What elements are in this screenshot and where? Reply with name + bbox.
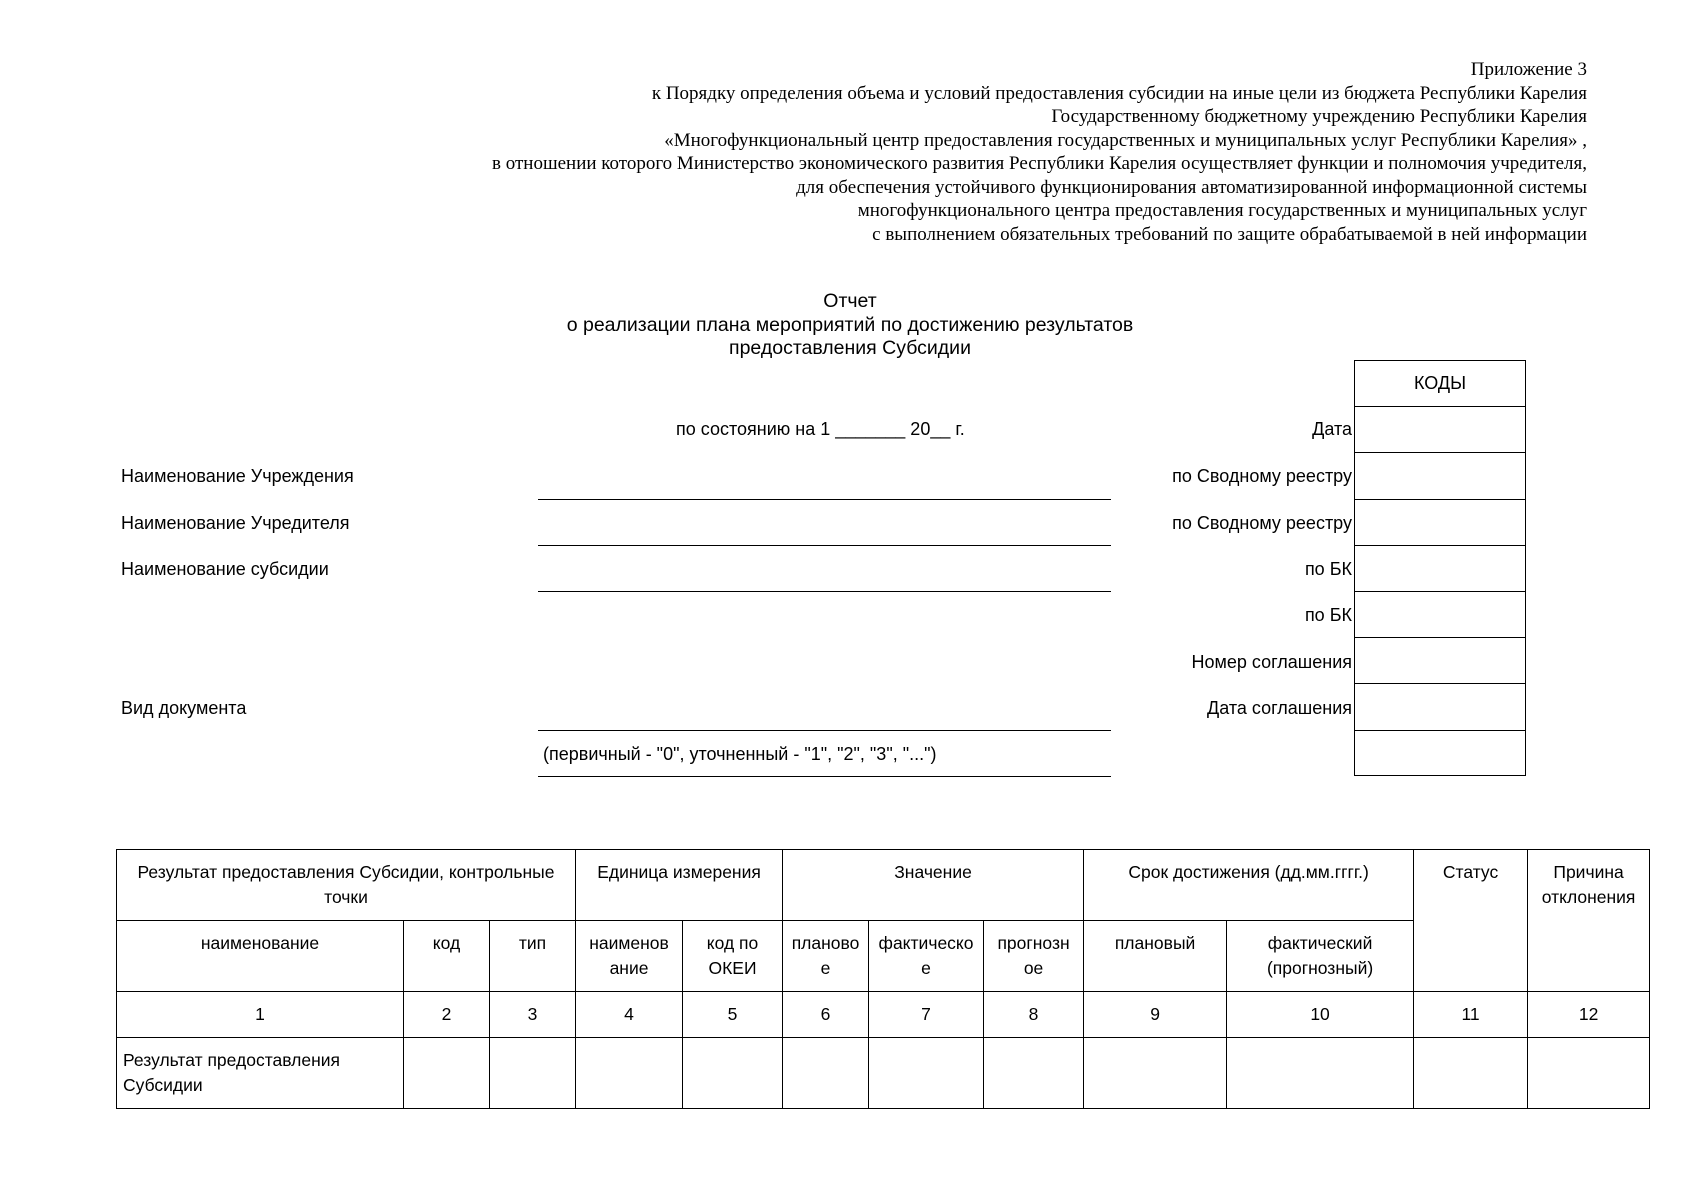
codes-header: КОДЫ <box>1355 361 1525 407</box>
subheader-name: наименование <box>117 921 404 992</box>
founder-label: Наименование Учредителя <box>121 513 350 533</box>
appendix-line: с выполнением обязательных требований по защите обрабатываемой в ней информации <box>872 223 1587 245</box>
codes-label-registry: по Сводному реестру <box>1172 513 1352 533</box>
header-deadline: Срок достижения (дд.мм.гггг.) <box>1084 850 1414 921</box>
table-header-row <box>117 850 1650 921</box>
column-number: 12 <box>1528 992 1650 1038</box>
code-cell-bk[interactable] <box>1355 592 1525 638</box>
subheader-forecast: прогнозн ое <box>984 921 1084 992</box>
codes-label-agreement-date: Дата соглашения <box>1207 698 1352 718</box>
title-line-2: о реализации плана мероприятий по достижению результатов <box>566 313 1134 336</box>
column-number: 4 <box>576 992 683 1038</box>
column-number: 7 <box>869 992 984 1038</box>
table-cell[interactable] <box>783 1038 869 1109</box>
subsidy-label: Наименование субсидии <box>121 559 329 579</box>
column-number: 10 <box>1227 992 1414 1038</box>
codes-label-agreement-number: Номер соглашения <box>1191 652 1352 672</box>
column-number-row <box>117 992 1650 1038</box>
appendix-line: «Многофункциональный центр предоставления государственных и муниципальных услуг Республики Карелия» , <box>664 129 1587 151</box>
table-cell[interactable] <box>490 1038 576 1109</box>
title-line-1: Отчет <box>823 290 877 312</box>
table-cell[interactable] <box>1528 1038 1650 1109</box>
code-cell-doc-type[interactable] <box>1355 731 1525 777</box>
codes-box <box>1354 360 1526 776</box>
column-number: 11 <box>1414 992 1528 1038</box>
code-cell-agreement-date[interactable] <box>1355 684 1525 730</box>
results-table <box>116 849 1650 1109</box>
table-row <box>117 1038 1650 1109</box>
title-line-3: предоставления Субсидии <box>729 337 971 359</box>
subheader-code: код <box>404 921 490 992</box>
appendix-line: многофункционального центра предоставления государственных и муниципальных услуг <box>857 200 1587 221</box>
table-cell[interactable] <box>404 1038 490 1109</box>
table-cell[interactable] <box>683 1038 783 1109</box>
appendix-line: Государственному бюджетному учреждению Республики Карелия <box>1051 106 1587 127</box>
subsidy-field-line[interactable] <box>538 591 1111 592</box>
column-number: 8 <box>984 992 1084 1038</box>
table-cell[interactable] <box>984 1038 1084 1109</box>
table-cell[interactable] <box>869 1038 984 1109</box>
column-number: 2 <box>404 992 490 1038</box>
subheader-type: тип <box>490 921 576 992</box>
codes-label-bk: по БК <box>1304 559 1352 579</box>
column-number: 1 <box>117 992 404 1038</box>
doc-type-label: Вид документа <box>121 698 247 718</box>
column-number: 9 <box>1084 992 1227 1038</box>
code-cell-registry[interactable] <box>1355 500 1525 546</box>
table-cell[interactable] <box>1227 1038 1414 1109</box>
header-value: Значение <box>783 850 1084 921</box>
institution-label: Наименование Учреждения <box>121 466 354 486</box>
header-result: Результат предоставления Субсидии, контрольные точки <box>117 850 576 921</box>
subheader-deadline-actual: фактический (прогнозный) <box>1227 921 1414 992</box>
doc-type-field-line[interactable] <box>538 730 1111 731</box>
as-of-date-text: по состоянию на 1 _______ 20__ г. <box>676 419 965 439</box>
header-reason: Причина отклонения <box>1528 850 1650 992</box>
founder-field-line[interactable] <box>538 545 1111 546</box>
appendix-line: к Порядку определения объема и условий предоставления субсидии на иные цели из бюджета Республики Карелия <box>651 82 1587 104</box>
column-number: 6 <box>783 992 869 1038</box>
appendix-line: в отношении которого Министерство экономического развития Республики Карелия осуществляет функции и полномочия учредителя, <box>492 153 1587 174</box>
report-title <box>470 290 1230 361</box>
subheader-actual: фактическо е <box>869 921 984 992</box>
code-cell-date[interactable] <box>1355 407 1525 453</box>
code-cell-agreement-number[interactable] <box>1355 638 1525 684</box>
table-cell[interactable] <box>576 1038 683 1109</box>
institution-field-line[interactable] <box>538 499 1111 500</box>
doc-type-hint: (первичный - "0", уточненный - "1", "2", "3", "...") <box>543 744 937 764</box>
table-cell[interactable] <box>1084 1038 1227 1109</box>
subheader-deadline-planned: плановый <box>1084 921 1227 992</box>
row-result-name: Результат предоставления Субсидии <box>117 1038 404 1109</box>
codes-label-bk: по БК <box>1304 605 1352 625</box>
appendix-header <box>492 58 1587 246</box>
code-cell-registry[interactable] <box>1355 453 1525 499</box>
codes-label-date: Дата <box>1312 419 1352 439</box>
subheader-okei: код по ОКЕИ <box>683 921 783 992</box>
column-number: 3 <box>490 992 576 1038</box>
doc-type-hint-line <box>538 776 1111 777</box>
subheader-unit-name: наименов ание <box>576 921 683 992</box>
appendix-line: Приложение 3 <box>1470 59 1587 80</box>
subheader-planned: планово е <box>783 921 869 992</box>
header-status: Статус <box>1414 850 1528 992</box>
codes-label-registry: по Сводному реестру <box>1172 466 1352 486</box>
table-cell[interactable] <box>1414 1038 1528 1109</box>
appendix-line: для обеспечения устойчивого функционирования автоматизированной информационной системы <box>796 176 1587 198</box>
header-unit: Единица измерения <box>576 850 783 921</box>
column-number: 5 <box>683 992 783 1038</box>
code-cell-bk[interactable] <box>1355 546 1525 592</box>
